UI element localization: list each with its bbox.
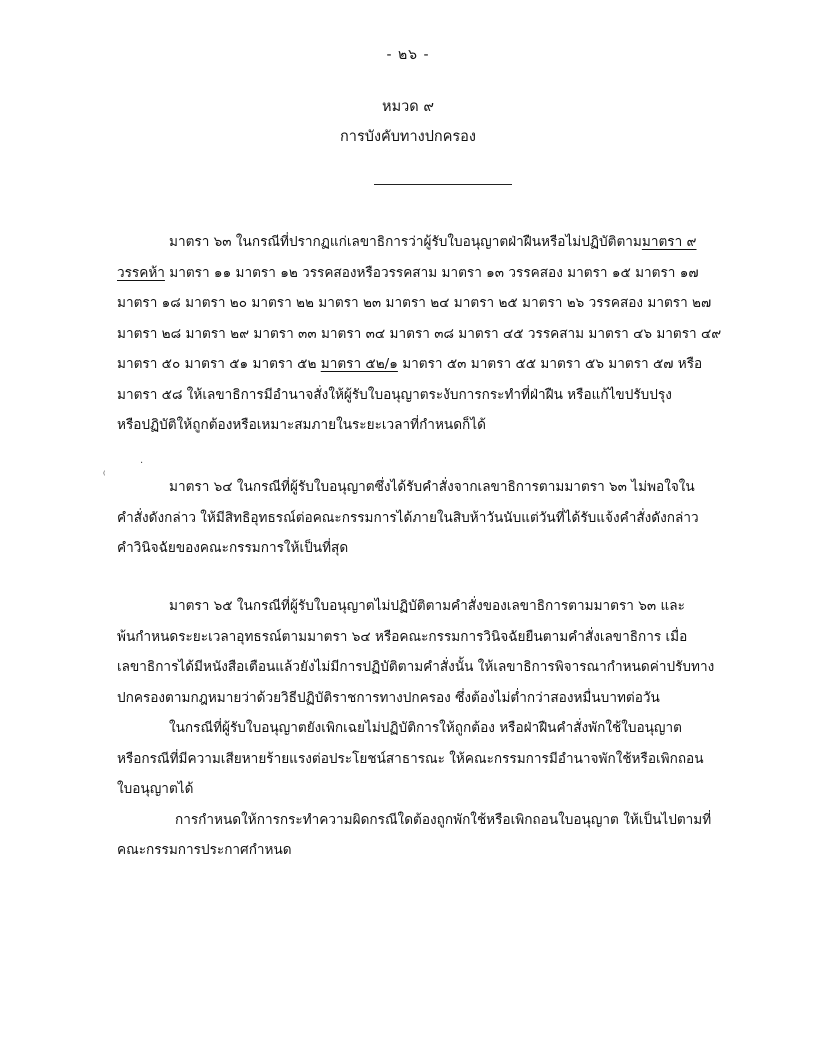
section-63-underlined-para-5: วรรคห้า [117, 264, 165, 281]
section-63-line-5-text-a: มาตรา ๕๐ มาตรา ๕๑ มาตรา ๕๒ [117, 356, 321, 372]
section-63-line-5-text-c: มาตรา ๕๓ มาตรา ๕๕ มาตรา ๕๖ มาตรา ๕๗ หรือ [397, 356, 703, 372]
section-65-line-5: ในกรณีที่ผู้รับใบอนุญาตยังเพิกเฉยไม่ปฏิบัติการให้ถูกต้อง หรือฝ่าฝืนคำสั่งพักใช้ใบอนุญาต [169, 720, 682, 736]
section-63-line-2-text: มาตรา ๑๑ มาตรา ๑๒ วรรคสองหรือวรรคสาม มาตรา ๑๓ วรรคสอง มาตรา ๑๕ มาตรา ๑๗ [164, 264, 699, 281]
chapter-subtitle: การบังคับทางปกครอง [340, 129, 476, 145]
section-65-line-2: พ้นกำหนดระยะเวลาอุทธรณ์ตามมาตรา ๖๔ หรือคณะกรรมการวินิจฉัยยืนตามคำสั่งเลขาธิการ เมื่อ [117, 628, 688, 645]
section-63-line-1-text: มาตรา ๖๓ ในกรณีที่ปรากฏแก่เลขาธิการว่าผู้รับใบอนุญาตฝ่าฝืนหรือไม่ปฏิบัติตาม [169, 234, 642, 250]
section-63-line-4: มาตรา ๒๘ มาตรา ๒๙ มาตรา ๓๓ มาตรา ๓๔ มาตรา ๓๘ มาตรา ๔๕ วรรคสาม มาตรา ๔๖ มาตรา ๔๙ [117, 325, 722, 342]
scan-mark: ⁽ [103, 470, 106, 481]
section-63-line-2 [117, 258, 739, 289]
section-64-line-3: คำวินิจฉัยของคณะกรรมการให้เป็นที่สุด [117, 540, 349, 556]
section-65-line-9: คณะกรรมการประกาศกำหนด [117, 842, 292, 858]
section-64-line-1: มาตรา ๖๔ ในกรณีที่ผู้รับใบอนุญาตซึ่งได้รับคำสั่งจากเลขาธิการตามมาตรา ๖๓ ไม่พอใจใน [169, 479, 695, 495]
section-64-paragraph [117, 472, 739, 564]
page-number: - ๒๖ - [386, 47, 430, 63]
section-63-line-5 [117, 349, 739, 380]
section-65-line-4: ปกครองตามกฎหมายว่าด้วยวิธีปฏิบัติราชการทางปกครอง ซึ่งต้องไม่ต่ำกว่าสองหมื่นบาทต่อวัน [117, 689, 660, 706]
section-63-underlined-ref-9: มาตรา ๙ [641, 234, 697, 250]
section-65-line-8: การกำหนดให้การกระทำความผิดกรณีใดต้องถูกพักใช้หรือเพิกถอนใบอนุญาต ให้เป็นไปตามที่ [175, 811, 712, 828]
section-65-line-7: ใบอนุญาตได้ [117, 781, 194, 797]
title-divider [374, 184, 512, 185]
section-65-line-3: เลขาธิการได้มีหนังสือเตือนแล้วยังไม่มีการปฏิบัติตามคำสั่งนั้น ให้เลขาธิการพิจารณากำหนดค่าปรับทาง [117, 659, 715, 675]
section-64-line-2: คำสั่งดังกล่าว ให้มีสิทธิอุทธรณ์ต่อคณะกรรมการได้ภายในสิบห้าวันนับแต่วันที่ได้รับแจ้งคำสั่งดังกล่าว [117, 509, 699, 526]
section-63-line-1 [117, 227, 739, 258]
section-63-underlined-ref-52-1: มาตรา ๕๒/๑ [320, 356, 398, 372]
section-63-paragraph [117, 227, 739, 441]
section-63-line-3: มาตรา ๑๘ มาตรา ๒๐ มาตรา ๒๒ มาตรา ๒๓ มาตรา ๒๔ มาตรา ๒๕ มาตรา ๒๖ วรรคสอง มาตรา ๒๗ [117, 295, 712, 311]
section-63-line-6: มาตรา ๕๘ ให้เลขาธิการมีอำนาจสั่งให้ผู้รับใบอนุญาตระงับการกระทำที่ฝ่าฝืน หรือแก้ไขปรับปรุง [117, 386, 672, 403]
chapter-title: หมวด ๙ [382, 99, 434, 115]
scan-dot: · [140, 458, 144, 469]
section-65-paragraph [117, 591, 739, 866]
section-65-line-6: หรือกรณีที่มีความเสียหายร้ายแรงต่อประโยชน์สาธารณะ ให้คณะกรรมการมีอำนาจพักใช้หรือเพิกถอน [117, 750, 704, 767]
section-63-line-7: หรือปฏิบัติให้ถูกต้องหรือเหมาะสมภายในระยะเวลาที่กำหนดก็ได้ [117, 417, 486, 433]
section-65-line-1: มาตรา ๖๕ ในกรณีที่ผู้รับใบอนุญาตไม่ปฏิบัติตามคำสั่งของเลขาธิการตามมาตรา ๖๓ และ [169, 598, 685, 614]
